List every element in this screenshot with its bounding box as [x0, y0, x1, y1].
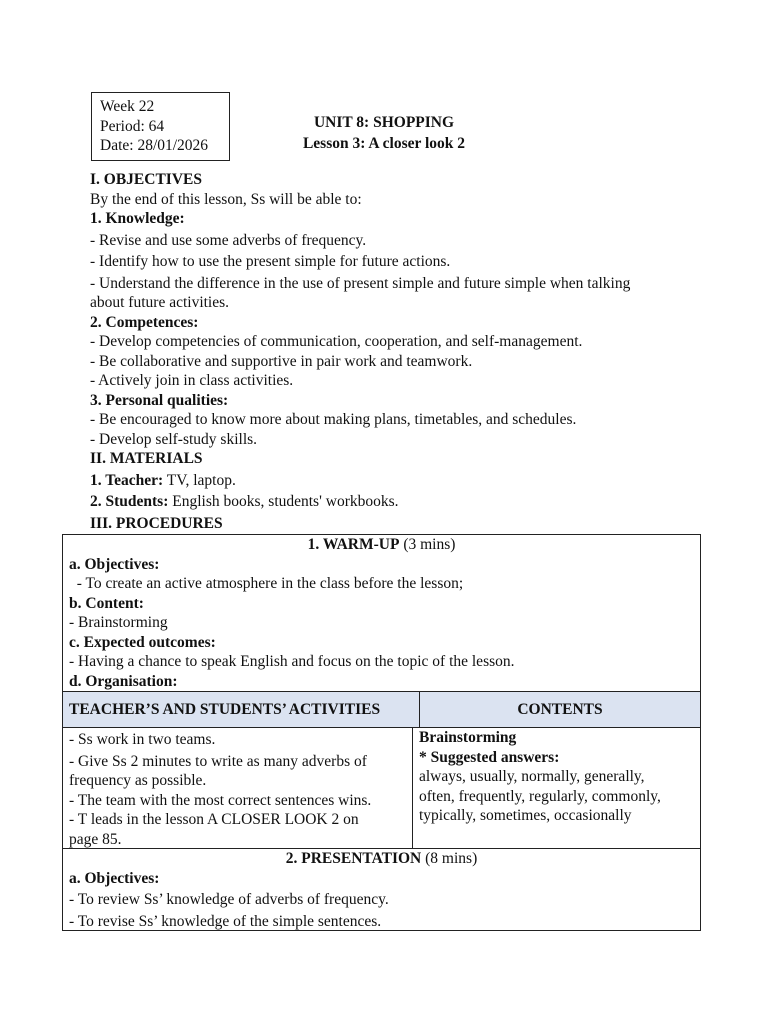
materials-students	[90, 492, 680, 512]
date-label: Date: 28/01/2026	[100, 137, 209, 154]
activity-line: - The team with the most correct sentences wins.	[69, 791, 372, 809]
presentation-title: 2. PRESENTATION	[285, 850, 422, 867]
knowledge-item: - Revise and use some adverbs of frequency.	[90, 231, 367, 249]
qualities-heading: 3. Personal qualities:	[90, 391, 229, 409]
materials-heading: II. MATERIALS	[90, 450, 203, 467]
lesson-info-box	[91, 92, 230, 161]
lesson-body	[90, 170, 680, 533]
warmup-content-text: - Brainstorming	[69, 614, 168, 631]
competence-item: - Actively join in class activities.	[90, 372, 294, 389]
warmup-duration: (3 mins)	[399, 536, 456, 553]
activity-line: - T leads in the lesson A CLOSER LOOK 2 on	[69, 811, 359, 828]
answer-line: often, frequently, regularly, commonly,	[419, 787, 661, 805]
teacher-value: TV, laptop.	[163, 471, 236, 489]
answers-label: * Suggested answers:	[419, 748, 560, 766]
warmup-outcomes-label: c. Expected outcomes:	[69, 633, 216, 651]
answer-line: typically, sometimes, occasionally	[419, 807, 632, 824]
presentation-title-row	[63, 849, 700, 869]
competence-item: - Be collaborative and supportive in pair work and teamwork.	[90, 352, 473, 370]
students-value: English books, students' workbooks.	[168, 493, 399, 510]
materials-teacher	[90, 471, 680, 491]
objectives-heading: I. OBJECTIVES	[90, 171, 202, 188]
teacher-label: 1. Teacher:	[90, 471, 164, 489]
activity-line: - Ss work in two teams.	[69, 731, 216, 748]
students-label: 2. Students:	[90, 493, 169, 510]
presentation-objective: - To review Ss’ knowledge of adverbs of frequency.	[69, 891, 389, 908]
knowledge-item: about future activities.	[90, 294, 230, 311]
warmup-organisation-label: d. Organisation:	[69, 672, 178, 690]
activity-line: frequency as possible.	[69, 772, 207, 789]
period-label: Period: 64	[100, 117, 165, 135]
warmup-title: 1. WARM-UP	[307, 536, 400, 553]
procedures-table	[62, 534, 701, 931]
presentation-objectives-label: a. Objectives:	[69, 869, 160, 887]
presentation-objective: - To revise Ss’ knowledge of the simple sentences.	[69, 912, 382, 930]
quality-item: - Be encouraged to know more about making plans, timetables, and schedules.	[90, 411, 577, 428]
lesson-title	[270, 112, 498, 154]
activities-cell	[63, 728, 413, 848]
activities-header: TEACHER’S AND STUDENTS’ ACTIVITIES	[63, 692, 420, 727]
warmup-content-label: b. Content:	[69, 594, 144, 612]
week-label: Week 22	[100, 98, 155, 115]
lesson-subtitle: Lesson 3: A closer look 2	[302, 135, 466, 152]
warmup-outcomes-text: - Having a chance to speak English and focus on the topic of the lesson.	[69, 653, 515, 670]
unit-title: UNIT 8: SHOPPING	[313, 114, 455, 131]
presentation-duration: (8 mins)	[421, 850, 478, 867]
knowledge-item: - Identify how to use the present simple for future actions.	[90, 253, 451, 270]
activities-row	[63, 728, 700, 849]
knowledge-heading: 1. Knowledge:	[90, 210, 185, 227]
warmup-objectives-text: - To create an active atmosphere in the class before the lesson;	[69, 575, 464, 592]
objectives-intro: By the end of this lesson, Ss will be able to:	[90, 190, 362, 208]
knowledge-item: - Understand the difference in the use of present simple and future simple when talking	[90, 274, 631, 292]
contents-header: CONTENTS	[517, 700, 603, 718]
contents-cell	[413, 728, 700, 848]
competence-item: - Develop competencies of communication, cooperation, and self-management.	[90, 333, 583, 350]
activity-line: page 85.	[69, 830, 122, 848]
activity-line: - Give Ss 2 minutes to write as many adverbs of	[69, 752, 367, 770]
quality-item: - Develop self-study skills.	[90, 430, 258, 448]
warmup-title-row	[63, 535, 700, 555]
answer-line: always, usually, normally, generally,	[419, 768, 645, 785]
activities-header-row	[63, 691, 700, 728]
contents-title: Brainstorming	[419, 729, 517, 746]
procedures-heading: III. PROCEDURES	[90, 514, 223, 532]
competences-heading: 2. Competences:	[90, 313, 199, 331]
warmup-objectives-label: a. Objectives:	[69, 555, 160, 573]
